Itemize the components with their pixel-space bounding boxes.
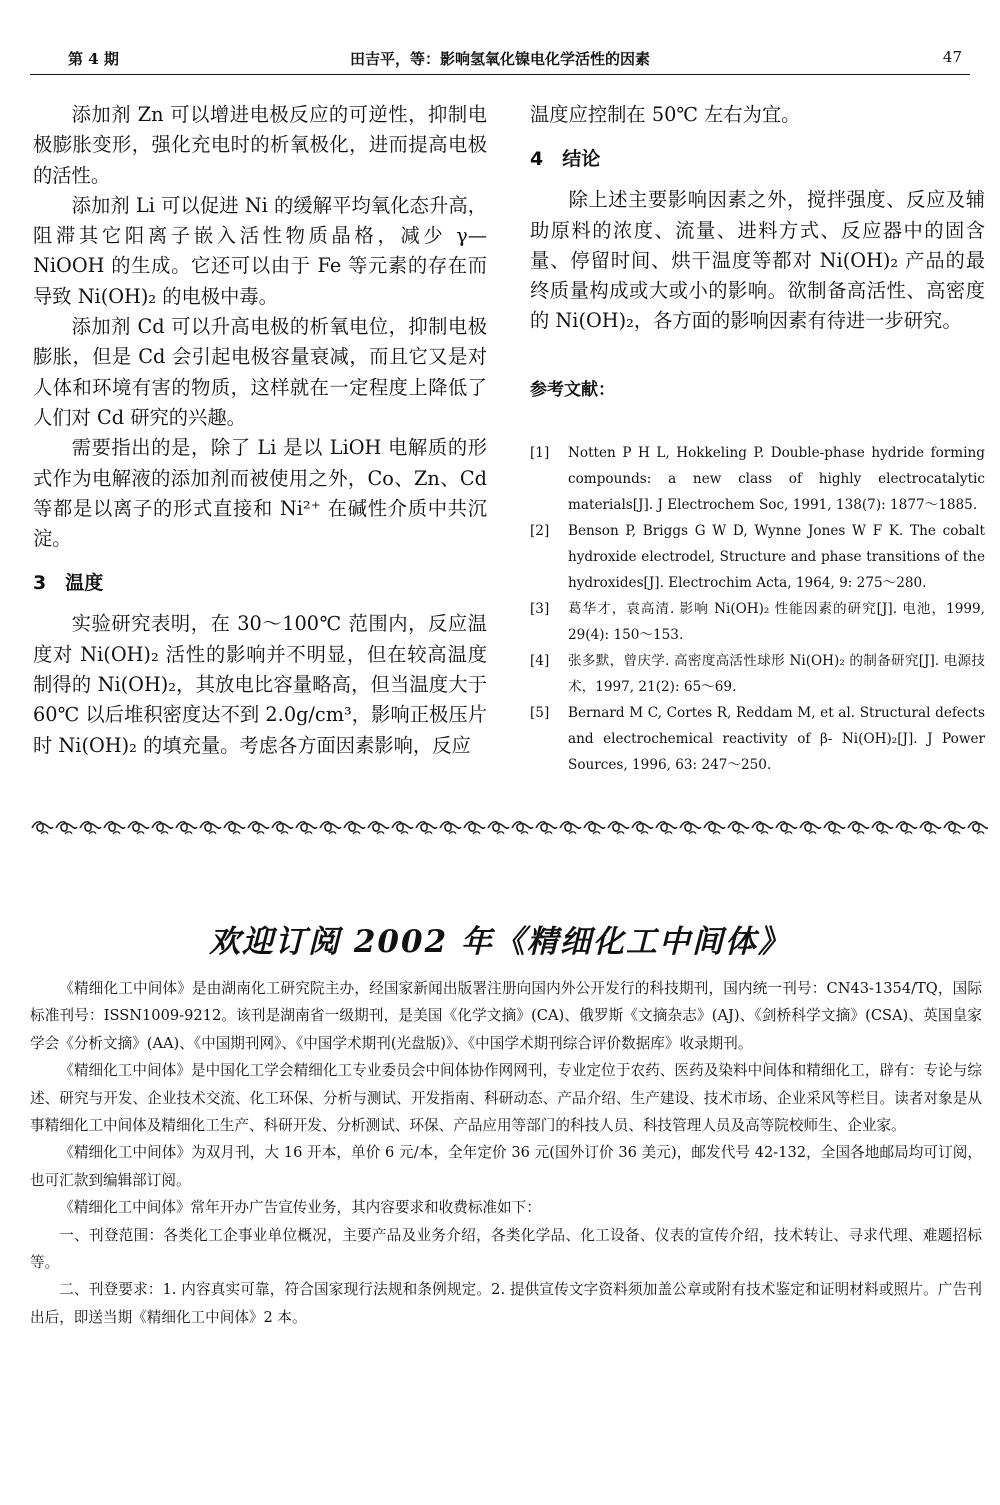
paragraph-temperature-cont: 温度应控制在 50℃ 左右为宜。 <box>530 103 801 126</box>
paragraph-temperature: 实验研究表明，在 30～100℃ 范围内，反应温度对 Ni(OH)₂ 活性的影响并不明显，但在较高温度制得的 Ni(OH)₂，其放电比容量略高，但当温度大于 60℃ 以后堆积密度达不到 2.0g/cm³，影响正极压片时 Ni(OH)₂ 的填充量。考虑各方面因素影响，反应 <box>33 612 487 757</box>
paragraph-cd: 添加剂 Cd 可以升高电极的析氧电位，抑制电极膨胀，但是 Cd 会引起电极容量衰减，而且它又是对人体和环境有害的物质，这样就在一定程度上降低了人们对 Cd 研究的兴趣。 <box>33 315 487 429</box>
notice-paragraph-intro: 《精细化工中间体》是由湖南化工研究院主办，经国家新闻出版署注册向国内外公开发行的科技期刊，国内统一刊号：CN43-1354/TQ，国际标准刊号：ISSN1009-9212。该刊是湖南省一级期刊，是美国《化学文摘》(CA)、俄罗斯《文摘杂志》(AJ)、《剑桥科学文摘》(CSA)、英国皇家学会《分析文摘》(AA)、《中国期刊网》、《中国学术期刊(光盘版)》、《中国学术期刊综合评价数据库》收录期刊。 <box>30 980 982 1052</box>
page-number: 47 <box>942 48 962 66</box>
section-4-heading: 4 结论 <box>530 148 601 171</box>
header-rule <box>30 74 970 75</box>
reference-item: [4] 张多默，曾庆学. 高密度高活性球形 Ni(OH)₂ 的制备研究[J]. 电源技术，1997, 21(2): 65～69. <box>530 653 985 695</box>
section-3-heading: 3 温度 <box>33 572 104 595</box>
paragraph-conclusion: 除上述主要影响因素之外，搅拌强度、反应及辅助原料的浓度、流量、进料方式、反应器中的固含量、停留时间、烘干温度等都对 Ni(OH)₂ 产品的最终质量构成或大或小的影响。欲制备高活性、高密度的 Ni(OH)₂，各方面的影响因素有待进一步研究。 <box>530 188 985 333</box>
notice-paragraph-ads: 《精细化工中间体》常年开办广告宣传业务，其内容要求和收费标准如下： <box>59 1199 541 1217</box>
references-heading: 参考文献： <box>530 379 615 400</box>
reference-item: [2] Benson P, Briggs G W D, Wynne Jones W F K. The cobalt hydroxide electrodel, Structure and phase transitions of the hydroxides[J]. Electrochim Acta, 1964, 9: 275～280. <box>530 523 985 591</box>
notice-paragraph-ad-range: 一、刊登范围：各类化工企事业单位概况，主要产品及业务介绍，各类化学品、化工设备、仪表的宣传介绍，技术转让、寻求代理、难题招标等。 <box>30 1226 982 1272</box>
issue-number: 第 4 期 <box>68 50 119 68</box>
subscription-notice <box>30 975 982 1331</box>
running-header <box>30 48 970 74</box>
reference-item: [5] Bernard M C, Cortes R, Reddam M, et al. Structural defects and electrochemical reactivity of β- Ni(OH)₂[J]. J Power Sources, 1996, 63: 247～250. <box>530 705 985 773</box>
paragraph-coprecipitation: 需要指出的是，除了 Li 是以 LiOH 电解质的形式作为电解液的添加剂而被使用之外，Co、Zn、Cd 等都是以离子的形式直接和 Ni²⁺ 在碱性介质中共沉淀。 <box>33 436 487 551</box>
left-column <box>33 100 487 761</box>
reference-list <box>530 440 985 778</box>
right-column <box>530 100 985 400</box>
paragraph-li: 添加剂 Li 可以促进 Ni 的缓解平均氧化态升高，阻滞其它阳离子嵌入活性物质晶格，减少 γ—NiOOH 的生成。它还可以由于 Fe 等元素的存在而导致 Ni(OH)₂ 的电极中毒。 <box>33 193 487 308</box>
paragraph-zn: 添加剂 Zn 可以增进电极反应的可逆性，抑制电极膨胀变形，强化充电时的析氧极化，进而提高电极的活性。 <box>33 103 487 187</box>
notice-paragraph-pricing: 《精细化工中间体》为双月刊，大 16 开本，单价 6 元/本，全年定价 36 元(国外订价 36 美元)，邮发代号 42-132，全国各地邮局均可订阅，也可汇款到编辑部订阅。 <box>30 1144 982 1189</box>
notice-paragraph-ad-requirements: 二、刊登要求：1. 内容真实可靠，符合国家现行法规和条例规定。2. 提供宣传文字资料须加盖公章或附有技术鉴定和证明材料或照片。广告刊出后，即送当期《精细化工中间体》2 本。 <box>30 1281 982 1326</box>
reference-item: [3] 葛华才，袁高清. 影响 Ni(OH)₂ 性能因素的研究[J]. 电池，1999, 29(4): 150～153. <box>530 601 985 643</box>
notice-paragraph-scope: 《精细化工中间体》是中国化工学会精细化工专业委员会中间体协作网网刊，专业定位于农药、医药及染料中间体和精细化工，辟有：专论与综述、研究与开发、企业技术交流、化工环保、分析与测试、开发指南、科研动态、产品介绍、生产建设、技术市场、企业采风等栏目。读者对象是从事精细化工中间体及精细化工生产、科研开发、分析测试、环保、产品应用等部门的科技人员、科技管理人员及高等院校师生、企业家。 <box>30 1062 982 1135</box>
notice-title: 欢迎订阅 2002 年《精细化工中间体》 <box>209 924 791 960</box>
article-running-title: 田吉平，等：影响氢氧化镍电化学活性的因素 <box>349 50 650 68</box>
ornamental-divider <box>30 812 988 842</box>
reference-item: [1] Notten P H L, Hokkeling P. Double-phase hydride forming compounds: a new class of highly electrocatalytic materials[J]. J Electrochem Soc, 1991, 138(7): 1877～1885. <box>530 445 985 513</box>
